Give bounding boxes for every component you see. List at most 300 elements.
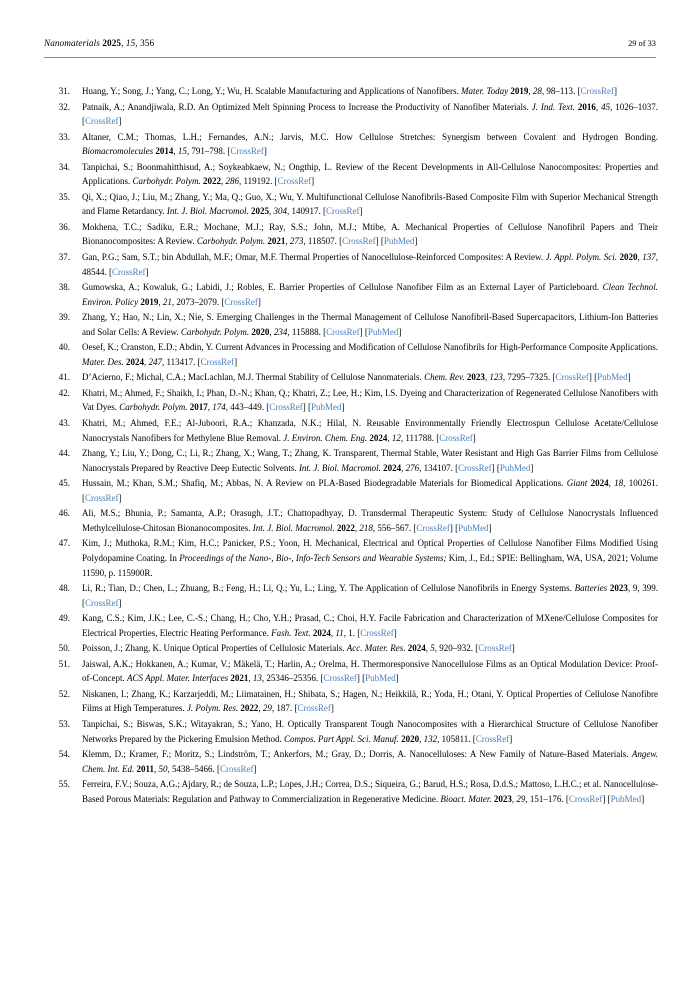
reference-authors: Jaiswal, A.K.; Hokkanen, A.; Kumar, V.; Mäkelä, T.; Harlin, A.; Orelma, H.	[82, 658, 362, 669]
reference-sep: ,	[285, 236, 290, 247]
reference-volume: 132	[423, 733, 438, 744]
reference-text	[70, 581, 658, 610]
crossref-link[interactable]: CrossRef	[112, 266, 146, 277]
reference-authors: Kang, C.S.; Kim, J.K.; Lee, C.-S.; Chang, H.; Cho, Y.H.; Prasad, C.; Choi, H.Y.	[82, 613, 379, 624]
link-bracket-open: [	[436, 432, 440, 443]
reference-entry	[44, 220, 658, 249]
reference-entry	[44, 386, 658, 415]
crossref-link[interactable]: CrossRef	[326, 206, 360, 217]
reference-number: 49.	[58, 613, 70, 624]
reference-volume: 174	[212, 402, 226, 413]
link-bracket-close: ]	[234, 356, 238, 367]
link-bracket-open: [	[308, 402, 311, 413]
link-bracket-close: ]	[414, 236, 418, 247]
reference-year: 2019	[510, 86, 529, 96]
reference-entry	[44, 130, 658, 159]
reference-year: 2025	[251, 206, 270, 217]
reference-sep: ,	[610, 101, 616, 112]
reference-year: 2017	[189, 402, 208, 413]
pubmed-link[interactable]: PubMed	[610, 793, 642, 804]
reference-pages: 98–113.	[546, 86, 578, 96]
reference-pages: 1026–1037.	[615, 101, 659, 112]
header-journal-name: Nanomaterials	[44, 38, 100, 48]
reference-sep: ,	[387, 432, 392, 443]
link-bracket-close: ]	[145, 266, 149, 277]
reference-authors: Altaner, C.M.; Thomas, L.H.; Fernandes, A.N.; Jarvis, M.C.	[82, 131, 336, 142]
reference-authors: Ferreira, F.V.; Souza, A.G.; Ajdary, R.; de Souza, L.P.; Lopes, J.H.; Correa, D.S.; Siqueira, G.; Barud, H.S.; Rosa, D.d.S.; Mattoso, L.H.C.; et al.	[82, 779, 604, 790]
reference-entry	[44, 370, 658, 385]
reference-text	[70, 717, 658, 746]
link-bracket-close: ]	[356, 673, 360, 684]
reference-journal: J. Ind. Text.	[531, 101, 578, 112]
pubmed-link[interactable]: PubMed	[311, 402, 342, 413]
reference-text	[70, 416, 658, 445]
reference-journal: Acc. Mater. Res.	[346, 643, 408, 654]
reference-title: A Review on PLA-Based Biodegradable Materials for Biomedical Applications.	[265, 478, 567, 489]
link-bracket-open: [	[323, 326, 327, 337]
link-bracket-open: [	[323, 206, 327, 217]
reference-authors: Tanpichai, S.; Boonmahitthisud, A.; Soykeabkaew, N.; Ongthip, L.	[82, 161, 336, 172]
reference-sep: ,	[287, 206, 292, 217]
reference-number: 46.	[58, 508, 70, 519]
reference-number: 53.	[58, 718, 70, 729]
reference-journal: Chem. Rev.	[424, 372, 467, 383]
reference-text	[70, 280, 658, 309]
header-divider	[44, 57, 656, 58]
crossref-link[interactable]: CrossRef	[360, 627, 394, 638]
reference-pages: 111788.	[405, 432, 437, 443]
reference-year: 2024	[369, 432, 388, 443]
reference-entry	[44, 641, 658, 656]
header-journal-citation: Nanomaterials 2025, 15, 356	[44, 38, 155, 48]
reference-pages: 100261.	[628, 478, 659, 489]
reference-entry	[44, 506, 658, 535]
reference-entry	[44, 310, 658, 339]
reference-entry	[44, 280, 658, 309]
reference-authors: Huang, Y.; Song, J.; Yang, C.; Long, Y.; Wu, H.	[82, 86, 256, 96]
pubmed-link[interactable]: PubMed	[597, 372, 628, 383]
reference-text	[70, 340, 658, 369]
pubmed-link[interactable]: PubMed	[365, 673, 396, 684]
reference-year: 2020	[251, 326, 270, 337]
reference-text	[70, 386, 658, 415]
reference-number: 50.	[58, 643, 70, 654]
reference-volume: 12	[391, 432, 401, 443]
reference-title: Multifunctional Cellulose Nanofibrils-Based Composite Film with Superior Mechanical Strength and Flame Retardancy.	[82, 191, 658, 217]
reference-pages: 140917.	[291, 206, 324, 217]
reference-volume: 218	[359, 522, 373, 533]
reference-sep: ,	[239, 176, 244, 187]
link-bracket-open: [	[552, 372, 556, 383]
reference-authors: Oesef, K.; Cranston, E.D.; Abdin, Y.	[82, 342, 216, 353]
reference-text	[70, 777, 658, 806]
reference-title: Unique Optical Properties of Cellulosic Materials.	[163, 643, 347, 654]
link-bracket-close: ]	[472, 432, 476, 443]
reference-title: Current Advances in Processing and Modification of Cellulose Nanofibrils for High-Performance Composite Applications.	[215, 342, 658, 353]
reference-title: Emerging Challenges in the Thermal Management of Cellulose Nanofibril-Based Supercapacitors, Lithium-Ion Batteries and Solar Cells: A Review.	[82, 312, 658, 337]
reference-pages: 1.	[348, 627, 358, 638]
reference-journal: J. Environ. Chem. Eng.	[283, 432, 370, 443]
reference-entry	[44, 160, 658, 189]
reference-authors: Tanpichai, S.; Biswas, S.K.; Witayakran, S.; Yano, H.	[82, 718, 288, 729]
reference-pages: 134107.	[423, 462, 456, 473]
reference-authors: Khatri, M.; Ahmed, F.; Shaikh, I.; Phan, D.-N.; Khan, Q.; Khatri, Z.; Lee, H.; Kim, I.S.	[82, 387, 400, 398]
reference-title: How Cellulose Stretches: Synergism between Covalent and Hydrogen Bonding.	[335, 131, 658, 142]
link-bracket-open: [	[294, 703, 298, 714]
reference-entry	[44, 416, 658, 445]
reference-sep: ,	[637, 252, 643, 263]
reference-number: 55.	[58, 779, 70, 790]
reference-sep: ,	[162, 356, 167, 367]
reference-text	[70, 611, 658, 640]
reference-authors: Gumowska, A.; Kowaluk, G.; Labidi, J.; Robles, E.	[82, 282, 280, 293]
reference-sep: ,	[269, 326, 274, 337]
link-bracket-close: ]	[511, 643, 515, 654]
reference-number: 31.	[58, 86, 70, 96]
reference-volume: 18	[614, 478, 624, 489]
crossref-link[interactable]: CrossRef	[342, 236, 376, 247]
reference-volume: 304	[273, 206, 288, 217]
reference-entry	[44, 536, 658, 580]
reference-sep: ,	[225, 402, 231, 413]
reference-journal: Biomacromolecules	[82, 146, 156, 157]
reference-entry	[44, 687, 658, 716]
crossref-link[interactable]: CrossRef	[85, 492, 119, 503]
reference-sep: ,	[401, 462, 406, 473]
reference-sep: ,	[528, 86, 533, 96]
running-header	[44, 38, 656, 48]
reference-number: 51.	[58, 658, 70, 669]
reference-sep: ,	[400, 432, 406, 443]
link-bracket-close: ]	[330, 703, 334, 714]
reference-year: 2021	[230, 673, 249, 684]
reference-volume: 45	[601, 101, 611, 112]
reference-title: Thermoresponsive Nanocellulose Films as an Optical Modulation Device: Proof-of-Concept.	[82, 658, 658, 684]
link-bracket-close: ]	[393, 627, 397, 638]
reference-number: 45.	[58, 478, 70, 489]
reference-volume: 28	[532, 86, 542, 96]
link-bracket-open: [	[413, 522, 417, 533]
reference-volume: 276	[405, 462, 420, 473]
link-bracket-open: [	[594, 372, 598, 383]
crossref-link[interactable]: CrossRef	[323, 673, 357, 684]
reference-pages: 920–932.	[439, 643, 476, 654]
reference-entry	[44, 446, 658, 475]
link-bracket-close: ]	[602, 793, 606, 804]
pubmed-link[interactable]: PubMed	[499, 462, 531, 473]
reference-pages: 556–567.	[377, 522, 414, 533]
reference-year: 2023	[493, 793, 512, 804]
reference-text	[70, 641, 658, 656]
reference-number: 32.	[58, 101, 70, 112]
reference-pages: 113417.	[166, 356, 198, 367]
reference-authors: Poisson, J.; Zhang, K.	[82, 643, 164, 654]
link-bracket-open: [	[274, 176, 278, 187]
crossref-link[interactable]: CrossRef	[555, 372, 589, 383]
reference-text	[70, 446, 658, 475]
reference-sep: ,	[541, 86, 547, 96]
header-volume: 15	[125, 38, 136, 48]
crossref-link[interactable]: CrossRef	[220, 763, 254, 774]
reference-pages: 2073–2079.	[176, 296, 222, 307]
reference-title: Transparent, Thermal Stable, Water Resistant and High Gas Barrier Films from Cellulose Nanocrystals Prepared by Reactive Deep Eutectic Solvents.	[82, 448, 658, 473]
link-bracket-open: [	[455, 522, 459, 533]
reference-authors: Hussain, M.; Khan, S.M.; Shafiq, M.; Abbas, N.	[82, 478, 266, 489]
reference-year: 2024	[312, 627, 331, 638]
reference-year: 2023	[609, 583, 628, 594]
reference-entry	[44, 84, 658, 99]
reference-volume: 286	[225, 176, 239, 187]
reference-pages: 791–798.	[191, 146, 228, 157]
reference-authors: D’Acierno, F.; Michal, C.A.; MacLachlan, M.J.	[82, 372, 256, 383]
reference-sep: ,	[167, 763, 173, 774]
reference-title: Barrier Properties of Cellulose Nanofiber Film as an External Layer of Particleboard.	[279, 282, 603, 293]
reference-year: 2021	[267, 236, 286, 247]
reference-text	[70, 370, 658, 385]
reference-sep: ,	[655, 252, 659, 263]
reference-journal: ACS Appl. Mater. Interfaces	[127, 673, 231, 684]
reference-authors: Ali, M.S.; Bhunia, P.; Samanta, A.P.; Orasugh, J.T.; Chattopadhyay, D.	[82, 508, 362, 519]
reference-proceedings: Proceedings of the Nano-, Bio-, Info-Tech Sensors and Wearable Systems;	[179, 552, 449, 563]
reference-text	[70, 506, 658, 535]
reference-entry	[44, 100, 658, 129]
link-bracket-open: [	[357, 627, 361, 638]
reference-sep: ,	[623, 478, 629, 489]
reference-list	[44, 84, 658, 807]
reference-entry	[44, 250, 658, 279]
reference-number: 39.	[58, 312, 70, 323]
reference-sep: ,	[186, 146, 192, 157]
reference-sep: ,	[372, 522, 378, 533]
reference-pages: 187.	[276, 703, 295, 714]
reference-authors: Qi, X.; Qiao, J.; Liu, M.; Zhang, Y.; Ma, Q.; Guo, X.; Wu, Y.	[82, 191, 307, 202]
crossref-link[interactable]: CrossRef	[478, 643, 512, 654]
link-bracket-close: ]	[253, 763, 257, 774]
link-bracket-open: [	[496, 462, 500, 473]
reference-sep: ,	[221, 176, 226, 187]
header-year: 2025	[102, 38, 122, 48]
crossref-link[interactable]: CrossRef	[439, 432, 473, 443]
reference-volume: 5	[430, 643, 435, 654]
link-bracket-close: ]	[311, 176, 315, 187]
reference-pages: 119192.	[243, 176, 275, 187]
reference-year: 2020	[401, 733, 420, 744]
reference-sep: ,	[248, 673, 253, 684]
link-bracket-close: ]	[118, 116, 122, 127]
reference-sep: ,	[154, 763, 159, 774]
reference-text	[70, 476, 658, 505]
reference-sep: ,	[525, 793, 530, 804]
reference-title: Review of the Recent Developments in All-Cellulose Nanocomposites: Properties and Applications.	[82, 161, 658, 187]
reference-pages: 115888.	[291, 326, 324, 337]
reference-number: 35.	[58, 191, 70, 202]
reference-number: 43.	[58, 418, 70, 429]
reference-number: 54.	[58, 749, 70, 760]
link-bracket-open: [	[565, 793, 569, 804]
reference-year: 2022	[203, 176, 221, 187]
link-bracket-open: [	[82, 597, 85, 608]
reference-sep: ,	[269, 206, 274, 217]
reference-title: Optically Transparent Tough Nanocomposites with a Hierarchical Structure of Cellulose Nanofiber Networks Prepared by the Pickering Emulsion Method.	[82, 718, 658, 744]
reference-entry	[44, 581, 658, 610]
reference-entry	[44, 476, 658, 505]
crossref-link[interactable]: CrossRef	[458, 462, 492, 473]
link-bracket-open: [	[221, 296, 225, 307]
link-bracket-open: [	[455, 462, 459, 473]
link-bracket-open: [	[364, 326, 368, 337]
reference-number: 48.	[58, 583, 70, 594]
link-bracket-open: [	[266, 402, 270, 413]
reference-entry	[44, 611, 658, 640]
reference-text	[70, 84, 658, 99]
reference-volume: 247	[148, 356, 162, 367]
crossref-link[interactable]: CrossRef	[580, 86, 615, 96]
reference-sep: ,	[287, 326, 292, 337]
reference-journal: Mater. Des.	[82, 356, 126, 367]
reference-number: 38.	[58, 282, 70, 293]
crossref-link[interactable]: CrossRef	[277, 176, 312, 187]
pubmed-link[interactable]: PubMed	[383, 236, 415, 247]
crossref-link[interactable]: CrossRef	[326, 326, 360, 337]
reference-year: 2011	[136, 763, 155, 774]
reference-entry	[44, 777, 658, 806]
reference-journal: Bioact. Mater.	[440, 793, 494, 804]
reference-title: Dyeing and Characterization of Regenerated Cellulose Nanofibers with Vat Dyes.	[82, 387, 658, 413]
reference-entry	[44, 657, 658, 686]
reference-journal: Mater. Today	[460, 86, 511, 96]
reference-title: The Application of Cellulose Nanofibrils in Energy Systems.	[349, 583, 575, 594]
reference-text	[70, 100, 658, 129]
reference-pages: 151–176.	[529, 793, 566, 804]
link-bracket-close: ]	[398, 326, 402, 337]
link-bracket-open: [	[380, 236, 384, 247]
header-article-number: 356	[140, 38, 155, 48]
reference-sep: ,	[627, 583, 633, 594]
crossref-link[interactable]: CrossRef	[230, 146, 264, 157]
reference-title: An Optimized Melt Spinning Process to Increase the Productivity of Nanofiber Materials.	[197, 101, 532, 112]
reference-entry	[44, 747, 658, 776]
reference-volume: 273	[289, 236, 304, 247]
link-bracket-open: [	[577, 86, 581, 96]
reference-year: 2019	[140, 296, 159, 307]
reference-sep: ,	[173, 146, 178, 157]
reference-sep: ,	[144, 356, 149, 367]
reference-entry	[44, 340, 658, 369]
reference-sep: ,	[261, 673, 267, 684]
reference-number: 41.	[58, 372, 70, 383]
reference-volume: 29	[516, 793, 526, 804]
reference-journal: Batteries	[574, 583, 610, 594]
reference-volume: 11	[335, 627, 344, 638]
reference-journal: Giant	[566, 478, 591, 489]
link-bracket-close: ]	[359, 326, 363, 337]
crossref-link[interactable]: CrossRef	[269, 402, 303, 413]
reference-number: 52.	[58, 688, 70, 699]
reference-title: Reusable Environmentally Friendly Electrospun Cellulose Acetate/Cellulose Nanocrystals Nanofibers for Methylene Blue Removal.	[82, 418, 658, 443]
crossref-link[interactable]: CrossRef	[475, 733, 510, 744]
reference-year: 2024	[126, 356, 144, 367]
link-bracket-close: ]	[530, 462, 534, 473]
reference-number: 47.	[58, 538, 70, 549]
reference-title: Thermal Properties of Nanocellulose-Reinforced Composites: A Review.	[279, 252, 546, 263]
reference-authors: Zhang, Y.; Liu, Y.; Dong, C.; Li, R.; Zhang, X.; Wang, T.; Zhang, K.	[82, 448, 334, 459]
reference-sep: ,	[207, 402, 213, 413]
crossref-link[interactable]: CrossRef	[85, 597, 119, 608]
reference-editor-publisher: Kim, J., Ed.; SPIE: Bellingham, WA, USA, 2021; Volume 11590, p. 115900R.	[82, 552, 659, 578]
reference-text	[70, 747, 658, 776]
link-bracket-close: ]	[257, 296, 261, 307]
reference-title: Facile Fabrication and Characterization of MXene/Cellulose Composites for Electrical Properties, Electric Heating Performance.	[82, 613, 658, 638]
reference-text	[70, 536, 658, 580]
reference-volume: 15	[177, 146, 187, 157]
reference-number: 37.	[58, 252, 70, 263]
crossref-link[interactable]: CrossRef	[85, 116, 119, 127]
reference-sep: ,	[484, 372, 490, 383]
reference-journal: Int. J. Biol. Macromol.	[252, 522, 337, 533]
reference-text	[70, 130, 658, 159]
crossref-link[interactable]: CrossRef	[416, 522, 450, 533]
reference-sep: ,	[425, 643, 431, 654]
reference-sep: ,	[258, 703, 263, 714]
reference-text	[70, 220, 658, 249]
reference-journal: Compos. Part Appl. Sci. Manuf.	[283, 733, 402, 744]
reference-sep: ,	[511, 793, 517, 804]
reference-sep: ,	[419, 733, 424, 744]
reference-journal: Int. J. Biol. Macromol.	[298, 462, 384, 473]
reference-volume: 234	[273, 326, 288, 337]
link-bracket-close: ]	[491, 462, 495, 473]
reference-year: 2024	[383, 462, 402, 473]
reference-year: 2014	[155, 146, 174, 157]
reference-sep: ,	[330, 627, 336, 638]
link-bracket-open: [	[475, 643, 479, 654]
reference-sep: ,	[343, 627, 349, 638]
reference-year: 2024	[407, 643, 426, 654]
link-bracket-close: ]	[488, 522, 492, 533]
reference-number: 44.	[58, 448, 70, 459]
reference-title: Transdermal Therapeutic System: Study of Cellulose Nanocrystals Influenced Methylcellulose-Chitosan Bionanocomposites.	[82, 508, 658, 533]
pubmed-link[interactable]: PubMed	[458, 522, 489, 533]
pubmed-link[interactable]: PubMed	[367, 326, 399, 337]
reference-journal: Int. J. Biol. Macromol.	[166, 206, 252, 217]
reference-authors: Zhang, Y.; Hao, N.; Lin, X.; Nie, S.	[82, 312, 217, 323]
link-bracket-open: [	[217, 763, 221, 774]
crossref-link[interactable]: CrossRef	[568, 793, 603, 804]
reference-journal: J. Polym. Res.	[186, 703, 241, 714]
reference-authors: Kim, J.; Muthoka, R.M.; Kim, H.C.; Panicker, P.S.; Yoon, H.	[82, 538, 316, 549]
reference-pages: 118507.	[307, 236, 340, 247]
reference-sep: ,	[354, 522, 360, 533]
reference-in-label: In	[169, 552, 180, 563]
reference-year: 2016	[577, 101, 596, 112]
link-bracket-open: [	[227, 146, 231, 157]
reference-pages: 7295–7325.	[507, 372, 553, 383]
link-bracket-close: ]	[118, 492, 122, 503]
reference-number: 33.	[58, 131, 70, 142]
reference-pages: 399.	[642, 583, 659, 594]
reference-volume: 137	[642, 252, 656, 263]
reference-authors: Mokhena, T.C.; Sadiku, E.R.; Mochane, M.J.; Ray, S.S.; John, M.J.; Mtibe, A.	[82, 221, 406, 232]
link-bracket-open: [	[197, 356, 201, 367]
reference-pages: 443–449.	[230, 402, 267, 413]
reference-journal: J. Appl. Polym. Sci.	[545, 252, 620, 263]
crossref-link[interactable]: CrossRef	[200, 356, 235, 367]
crossref-link[interactable]: CrossRef	[224, 296, 258, 307]
reference-title: Nanocelluloses: A New Family of Nature-Based Materials.	[409, 749, 632, 760]
crossref-link[interactable]: CrossRef	[297, 703, 331, 714]
reference-text	[70, 160, 658, 189]
reference-title: Thermal Stability of Cellulose Nanomaterials.	[255, 372, 425, 383]
